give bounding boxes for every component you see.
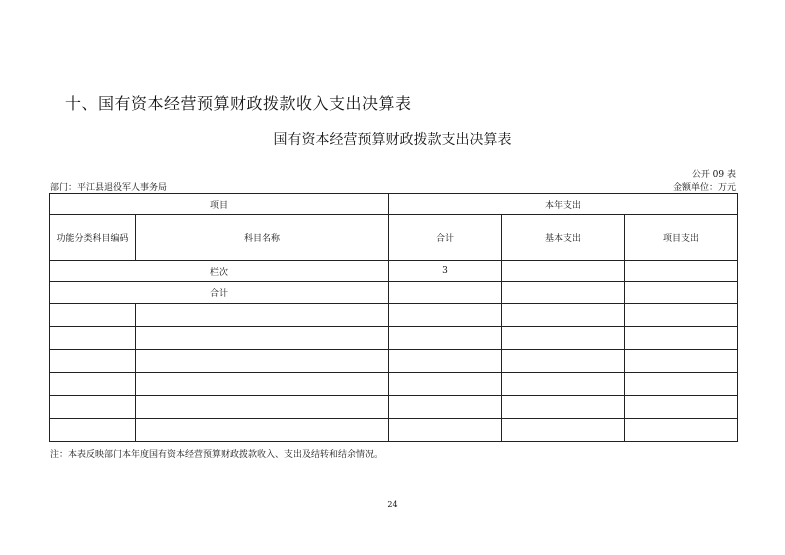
- cell: [625, 419, 738, 442]
- cell: [50, 304, 136, 327]
- header-total: 合计: [389, 215, 502, 261]
- table-row: [50, 396, 738, 419]
- cell: [625, 304, 738, 327]
- table-row: [50, 327, 738, 350]
- cell: [136, 419, 389, 442]
- form-number: 公开 09 表: [691, 170, 736, 180]
- cell: [625, 373, 738, 396]
- total-basic: [502, 282, 625, 304]
- cell: [389, 327, 502, 350]
- cell: [502, 419, 625, 442]
- cell: [50, 350, 136, 373]
- cell: [625, 350, 738, 373]
- row-column-index: [50, 261, 738, 282]
- table-row: [50, 419, 738, 442]
- header-project: 项目支出: [625, 215, 738, 261]
- table-row: [50, 373, 738, 396]
- cell: [389, 419, 502, 442]
- table-header-row-2: [50, 215, 738, 261]
- cell: [502, 304, 625, 327]
- cell: [136, 373, 389, 396]
- cell: [50, 419, 136, 442]
- table-row: [50, 304, 738, 327]
- cell: [502, 350, 625, 373]
- cell: [50, 373, 136, 396]
- table-title: 国有资本经营预算财政拨款支出决算表: [273, 132, 512, 148]
- header-current-year: 本年支出: [389, 194, 738, 215]
- cell: [502, 327, 625, 350]
- cell: [389, 373, 502, 396]
- header-code: 功能分类科目编码: [50, 215, 136, 261]
- cell: [389, 304, 502, 327]
- total-project: [625, 282, 738, 304]
- section-title: 十、国有资本经营预算财政拨款收入支出决算表: [65, 94, 412, 113]
- row-total: [50, 282, 738, 304]
- cell: [625, 327, 738, 350]
- cell: [502, 373, 625, 396]
- lanci-project: [625, 261, 738, 282]
- lanci-total: 3: [389, 261, 502, 282]
- header-basic: 基本支出: [502, 215, 625, 261]
- table-header-row-1: [50, 194, 738, 215]
- lanci-label: 栏次: [50, 261, 389, 282]
- cell: [136, 327, 389, 350]
- cell: [136, 350, 389, 373]
- expenditure-table: [49, 193, 738, 442]
- amount-unit-label: 金额单位：万元: [672, 183, 736, 193]
- cell: [502, 396, 625, 419]
- cell: [50, 327, 136, 350]
- cell: [389, 396, 502, 419]
- cell: [389, 350, 502, 373]
- lanci-basic: [502, 261, 625, 282]
- cell: [136, 304, 389, 327]
- table-note: 注：本表反映部门本年度国有资本经营预算财政拨款收入、支出及结转和结余情况。: [50, 450, 384, 460]
- department-label: 部门：平江县退役军人事务局: [50, 183, 168, 193]
- header-item: 项目: [50, 194, 389, 215]
- page-number: 24: [387, 500, 398, 509]
- table-row: [50, 350, 738, 373]
- cell: [136, 396, 389, 419]
- cell: [50, 396, 136, 419]
- total-label: 合计: [50, 282, 389, 304]
- total-value: [389, 282, 502, 304]
- cell: [625, 396, 738, 419]
- header-name: 科目名称: [136, 215, 389, 261]
